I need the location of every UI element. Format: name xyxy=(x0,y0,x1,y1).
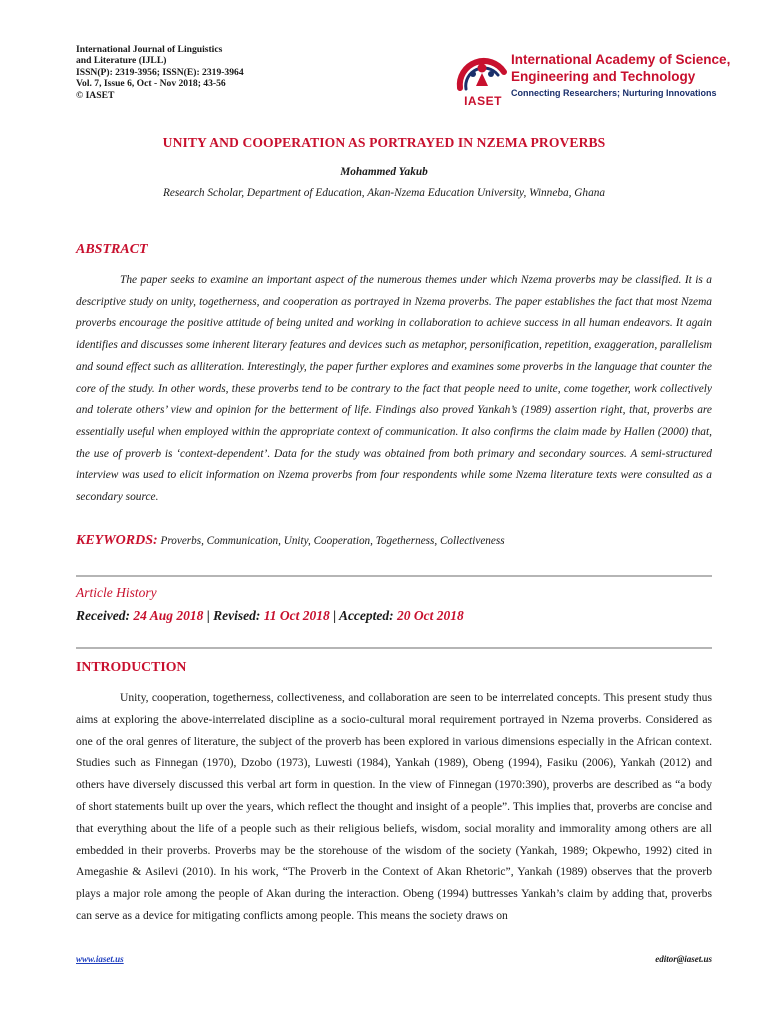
received-label: Received: xyxy=(76,608,130,623)
author-affiliation: Research Scholar, Department of Education, Akan-Nzema Education University, Winneba, Ghana xyxy=(162,187,606,199)
history-separator: | xyxy=(206,608,210,623)
abstract-heading: ABSTRACT xyxy=(76,242,148,257)
accepted-date: 20 Oct 2018 xyxy=(397,608,464,623)
footer-email: editor@iaset.us xyxy=(655,954,712,964)
footer-website-link[interactable]: www.iaset.us xyxy=(76,954,124,964)
introduction-body: Unity, cooperation, togetherness, collectiveness, and collaboration are seen to be interrelated concepts. This present study thus aims at exploring the above-interrelated discipline as a socio-cultural moral requirement portrayed in Nzema proverbs. Considered as one of the oral genres of literature, the subject of the proverb has been explored in various dimensions especially in the African context. Studies such as Finnegan (1970), Dzobo (1973), Luwesti (1984), Yankah (1989), Obeng (1994), Fasiku (2006), Yankah (2012) and others have diversely discussed this verbal art form in question. In the view of Finnegan (1970:390), proverbs are described as “a body of short statements built up over the years, which reflect the thought and insight of a people”. This implies that, proverbs are concise and that everything about the life of a people such as their religious beliefs, wisdom, social morality and immorality among others are all embedded in their proverbs. Proverbs may be the storehouse of the wisdom of the society (Yankah, 1989; Okpewho, 1992) cited in Amegashie & Asilevi (2010). In his work, “The Proverb in the Context of Akan Rhetoric”, Yankah (1989) observes that the proverb plays a major role among the people of Akan during the interaction. Obeng (1994) buttresses Yankah’s claim by adding that, proverbs can serve as a device for mitigating conflicts among people. This means the society draws on xyxy=(76,691,712,922)
journal-info-line: Vol. 7, Issue 6, Oct - Nov 2018; 43-56 xyxy=(76,78,226,90)
logo-abbreviation: IASET xyxy=(464,94,502,108)
abstract-body: The paper seeks to examine an important aspect of the numerous themes under which Nzema proverbs may be classified. It is a descriptive study on unity, togetherness, and cooperation as portrayed in Nzema proverbs. The paper establishes the fact that most Nzema proverbs encourage the positive attitude of being united and working in collaboration to achieve success in all human endeavors. It again identifies and discusses some inherent literary features and devices such as metaphor, personification, repetition, exaggeration, parallelism and sound effect such as alliteration. Interestingly, the paper further explores and examines some proverbs in the language that counter the core of the study. In other words, these proverbs tend to be contrary to the fact that people need to unite, come together, work collectively and tolerate others’ view and opinion for the betterment of life. Findings also proved Yankah’s (1989) assertion right, that, proverbs are essentially useful when employed within the appropriate context of communication. It also confirms the claim made by Hallen (2000) that, the use of proverb is ‘context-dependent’. Data for the study was obtained from both primary and secondary sources. A semi-structured interview was used to elicit information on Nzema proverbs from four respondents while some Nzema literature texts were consulted as a secondary source. xyxy=(76,274,712,504)
logo-name-line1: International Academy of Science, xyxy=(511,52,731,67)
history-separator: | xyxy=(333,608,337,623)
section-divider xyxy=(76,647,712,649)
author-name: Mohammed Yakub xyxy=(340,166,428,178)
introduction-heading: INTRODUCTION xyxy=(76,659,187,674)
journal-info-line: © IASET xyxy=(76,89,115,101)
journal-info xyxy=(76,44,244,101)
section-divider xyxy=(76,575,712,577)
revised-date: 11 Oct 2018 xyxy=(263,608,330,623)
received-date: 24 Aug 2018 xyxy=(133,608,204,623)
article-history-dates xyxy=(76,608,464,624)
publisher-logo xyxy=(452,48,731,108)
journal-info-line: and Literature (IJLL) xyxy=(76,55,167,67)
journal-info-line: ISSN(P): 2319-3956; ISSN(E): 2319-3964 xyxy=(76,66,244,78)
keywords-text: Proverbs, Communication, Unity, Cooperation, Togetherness, Collectiveness xyxy=(160,535,505,547)
revised-label: Revised: xyxy=(213,608,261,623)
accepted-label: Accepted: xyxy=(338,608,394,623)
logo-tagline: Connecting Researchers; Nurturing Innovations xyxy=(511,88,717,98)
logo-name-line2: Engineering and Technology xyxy=(511,69,696,84)
keywords-label: KEYWORDS: xyxy=(76,533,158,548)
keywords-line xyxy=(76,533,505,549)
article-history-heading: Article History xyxy=(76,585,157,600)
journal-info-line: International Journal of Linguistics xyxy=(76,44,223,55)
article-title: UNITY AND COOPERATION AS PORTRAYED IN NZEMA PROVERBS xyxy=(162,135,606,150)
